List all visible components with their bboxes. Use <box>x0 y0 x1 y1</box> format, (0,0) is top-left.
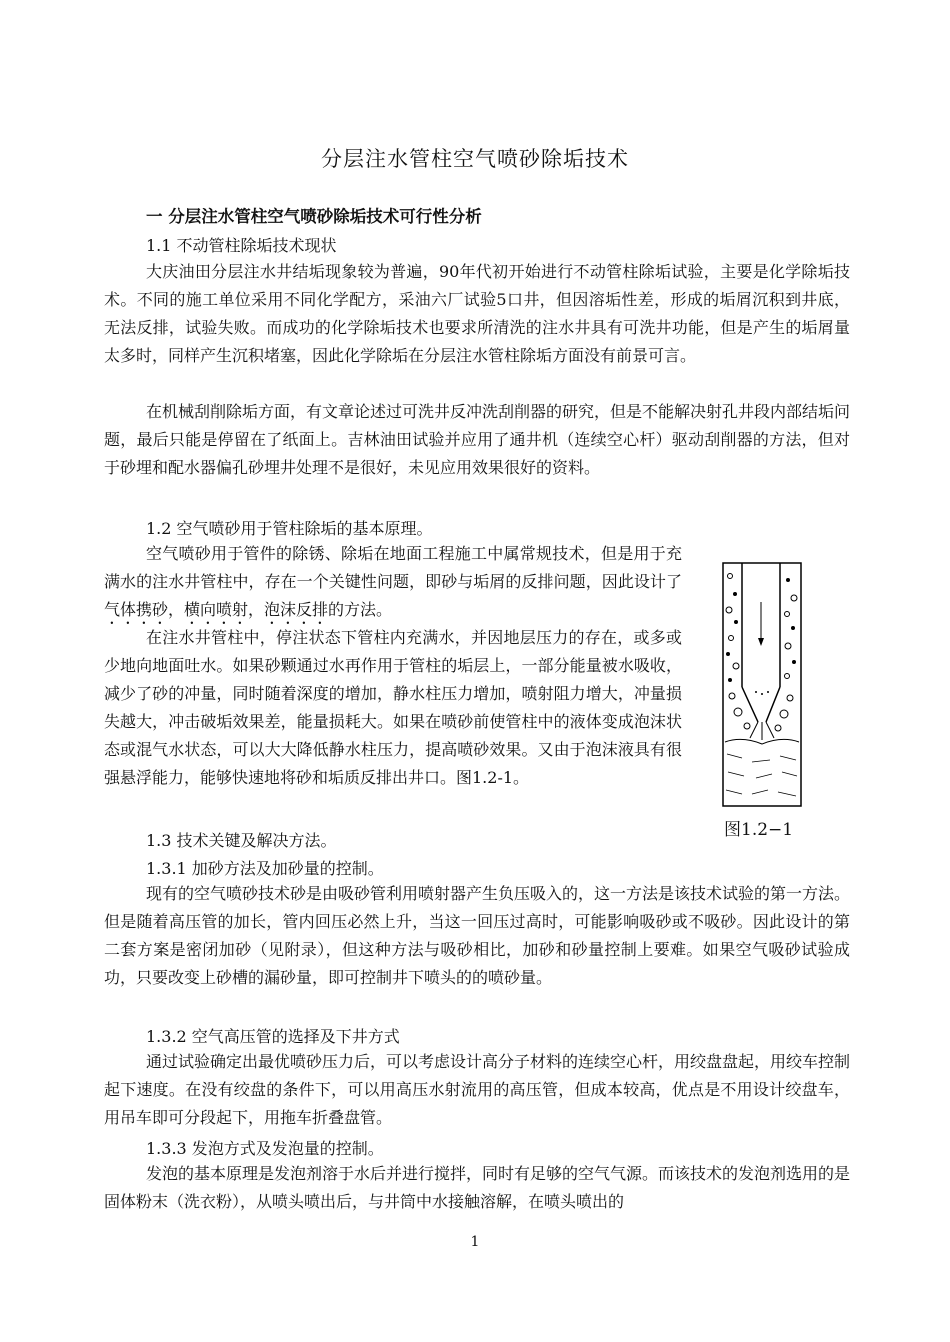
emphasized-text: 气体携砂，横向喷射，泡沫反排 <box>104 600 329 619</box>
document-title: 分层注水管柱空气喷砂除垢技术 <box>321 147 629 171</box>
paragraph: 在机械刮削除垢方面，有文章论述过可洗井反冲洗刮削器的研究，但是不能解决射孔井段内部结垢问题，最后只能是停留在了纸面上。吉林油田试验并应用了通井机（连续空心杆）驱动刮削器的方法，但对于砂埋和配水器偏孔砂埋井处理不是很好，未见应用效果很好的资料。 <box>104 402 851 477</box>
subsection-heading-1-3-2: 1.3.2 空气高压管的选择及下井方式 <box>146 1027 400 1046</box>
section-heading: 一 分层注水管柱空气喷砂除垢技术可行性分析 <box>146 207 482 226</box>
subsection-heading-1-1: 1.1 不动管柱除垢技术现状 <box>146 236 337 255</box>
subsection-heading-1-2: 1.2 空气喷砂用于管柱除垢的基本原理。 <box>146 519 433 538</box>
paragraph: 发泡的基本原理是发泡剂溶于水后并进行搅拌，同时有足够的空气气源。而该技术的发泡剂选用的是固体粉末（洗衣粉），从喷头喷出后，与井筒中水接触溶解，在喷头喷出的 <box>104 1164 851 1211</box>
paragraph: 通过试验确定出最优喷砂压力后，可以考虑设计高分子材料的连续空心杆，用绞盘盘起，用绞车控制起下速度。在没有绞盘的条件下，可以用高压水射流用的高压管，但成本较高，优点是不用设计绞盘车，用吊车即可分段起下，用拖车折叠盘管。 <box>104 1052 851 1127</box>
subsection-heading-1-3: 1.3 技术关键及解决方法。 <box>146 831 337 850</box>
paragraph: 空气喷砂用于管件的除锈、除垢在地面工程施工中属常规技术，但是用于充满水的注水井管柱中，存在一个关键性问题，即砂与垢屑的反排问题，因此设计了气体携砂，横向喷射，泡沫反排的方法。 <box>104 544 682 619</box>
figure-nozzle-diagram <box>722 562 802 807</box>
page-number: 1 <box>470 1234 480 1250</box>
subsection-heading-1-3-1: 1.3.1 加砂方法及加砂量的控制。 <box>146 859 384 878</box>
paragraph: 在注水井管柱中，停注状态下管柱内充满水，并因地层压力的存在，或多或少地向地面吐水。如果砂颗通过水再作用于管柱的垢层上，一部分能量被水吸收，减少了砂的冲量，同时随着深度的增加，静水柱压力增加，喷射阻力增大，冲量损失越大，冲击破垢效果差，能量损耗大。如果在喷砂前使管柱中的液体变成泡沫状态或混气水状态，可以大大降低静水柱压力，提高喷砂效果。又由于泡沫液具有很强悬浮能力，能够快速地将砂和垢质反排出井口。图1.2-1。 <box>104 628 682 787</box>
paragraph: 大庆油田分层注水井结垢现象较为普遍，90年代初开始进行不动管柱除垢试验，主要是化学除垢技术。不同的施工单位采用不同化学配方，采油六厂试验5口井，但因溶垢性差，形成的垢屑沉积到井底，无法反排，试验失败。而成功的化学除垢技术也要求所清洗的注水井具有可洗井功能，但是产生的垢屑量太多时，同样产生沉积堵塞，因此化学除垢在分层注水管柱除垢方面没有前景可言。 <box>104 262 850 365</box>
paragraph: 现有的空气喷砂技术砂是由吸砂管利用喷射器产生负压吸入的，这一方法是该技术试验的第一方法。但是随着高压管的加长，管内回压必然上升，当这一回压过高时，可能影响吸砂或不吸砂。因此设计的第二套方案是密闭加砂（见附录），但这种方法与吸砂相比，加砂和砂量控制上要难。如果空气吸砂试验成功，只要改变上砂槽的漏砂量，即可控制井下喷头的的喷砂量。 <box>104 884 851 987</box>
subsection-heading-1-3-3: 1.3.3 发泡方式及发泡量的控制。 <box>146 1139 384 1158</box>
figure-caption: 图1.2−1 <box>724 820 794 840</box>
